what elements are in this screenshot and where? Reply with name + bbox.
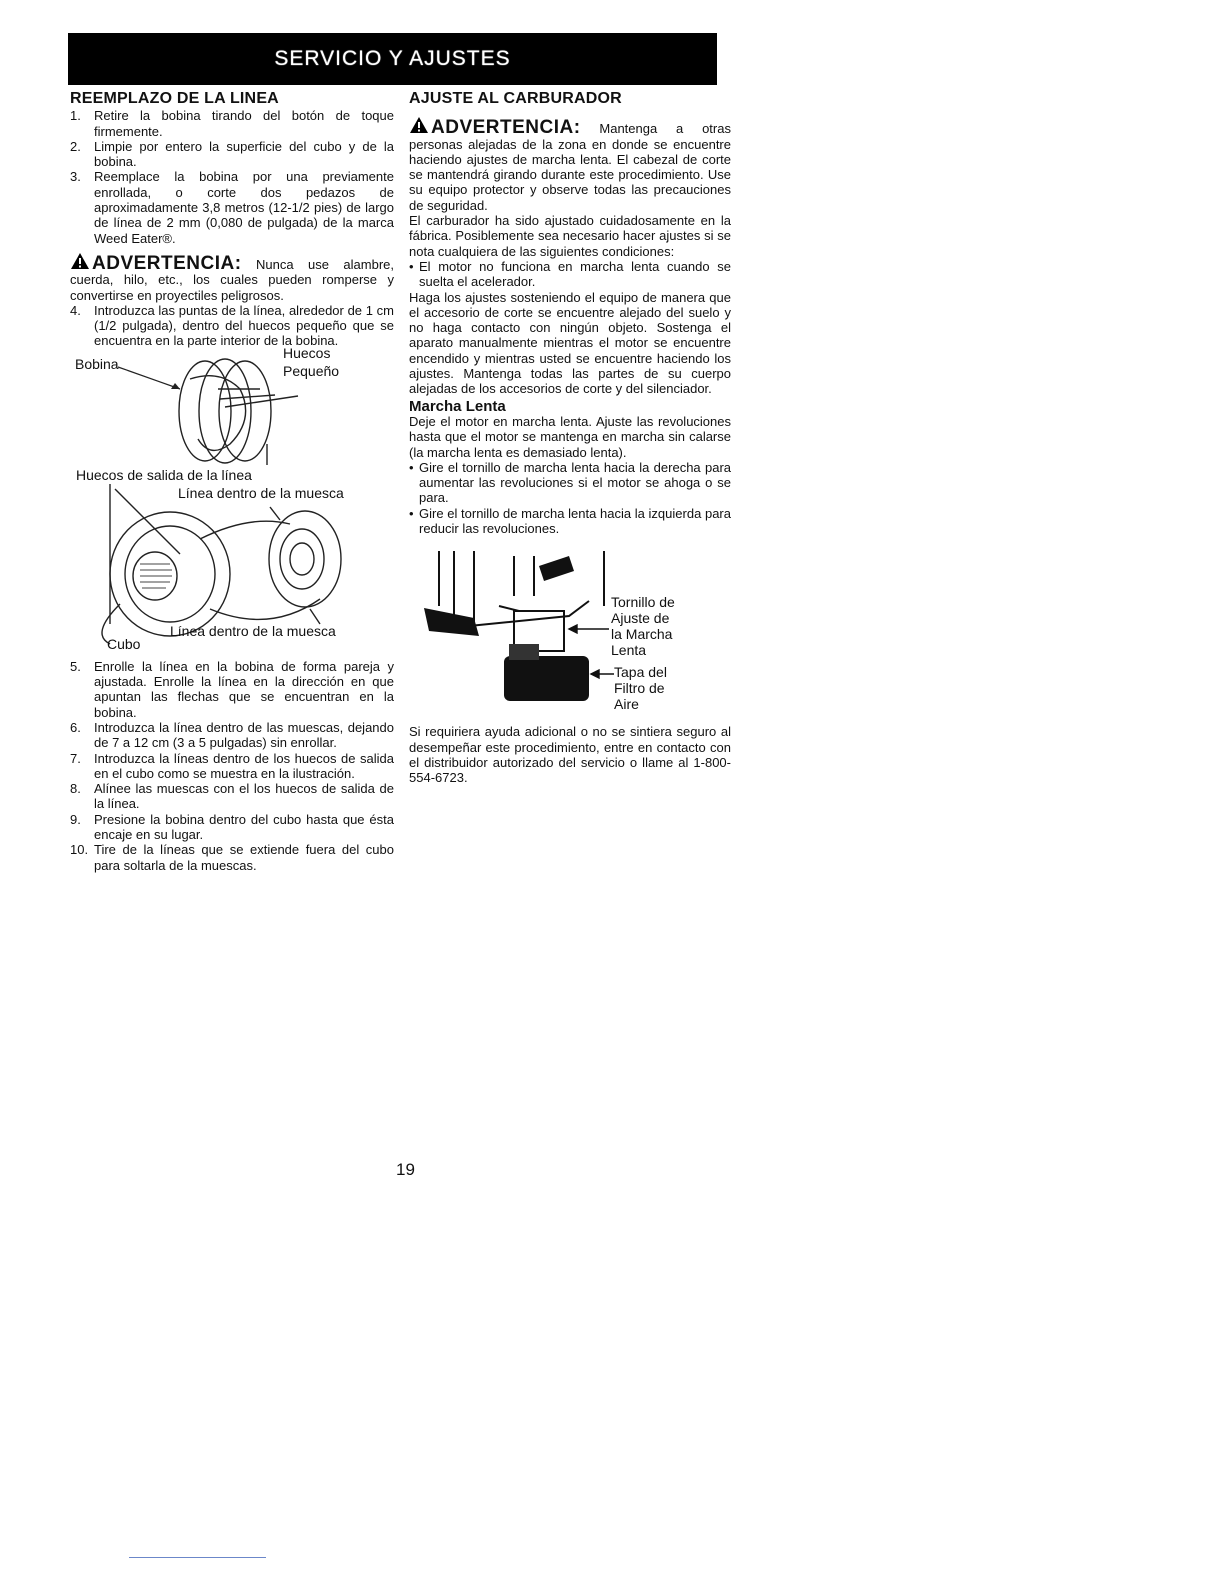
- carburetor-heading: AJUSTE AL CARBURADOR: [409, 90, 622, 107]
- label-bobina: Bobina: [75, 355, 119, 372]
- warning-text: Mantenga a otras personas alejadas de la zona en donde se encuentre haciendo ajustes de marcha lenta. El cabezal de corte se mantendrá girando durante este procedimiento. Use su equipo protector y observe todas las precauciones de seguridad.: [409, 121, 731, 213]
- paragraph: Deje el motor en marcha lenta. Ajuste las revoluciones hasta que el motor se mantenga en marcha sin calarse (la marcha lenta es demasiado lenta).: [409, 413, 731, 460]
- label-line-in-notch-bottom: Línea dentro de la muesca: [170, 622, 336, 639]
- list-item: 3. Reemplace la bobina por una previamente enrollada, o corte dos pedazos de aproximadamente 3,8 metros (12-1/2 pies) de largo de línea de 2 mm (0,080 de pulgada) de la marca Weed Eater®.: [70, 169, 394, 246]
- list-item: 7. Introduzca la líneas dentro de los huecos de salida en el cubo como se muestra en la ilustración.: [70, 750, 394, 781]
- warning-label: ADVERTENCIA:: [431, 117, 581, 139]
- label-idle-screw: Tornillo de Ajuste de la Marcha Lenta: [611, 594, 675, 659]
- list-item: 5. Enrolle la línea en la bobina de forma pareja y ajustada. Enrolle la línea en la dirección en que apuntan las flechas que se encuentran en la bobina.: [70, 658, 394, 720]
- warning-block: [409, 116, 731, 213]
- idle-instructions-list: [409, 460, 731, 536]
- footer-divider: [129, 1557, 266, 1558]
- label-exit-holes: Huecos de salida de la línea: [76, 466, 252, 483]
- list-item: 9. Presione la bobina dentro del cubo hasta que ésta encaje en su lugar.: [70, 811, 394, 843]
- conditions-list: [409, 259, 731, 290]
- carburetor-figure: [409, 544, 731, 724]
- paragraph: Si requiriera ayuda adicional o no se sintiera seguro al desempeñar este procedimiento, entre en contacto con el distribuidor autorizado del servicio o llame al 1-800-554-6723.: [409, 724, 731, 786]
- right-column: [409, 91, 731, 786]
- warning-icon: [70, 252, 90, 270]
- list-item: • Gire el tornillo de marcha lenta hacia la derecha para aumentar las revoluciones si el motor se ahoga o se para.: [409, 460, 731, 506]
- label-line-in-notch-top: Línea dentro de la muesca: [178, 484, 344, 501]
- steps-list-b: [70, 303, 394, 349]
- list-item: 8. Alínee las muescas con el los huecos de salida de la línea.: [70, 781, 394, 812]
- idle-subheading: Marcha Lenta: [409, 397, 506, 415]
- label-huecos: Huecos: [283, 344, 331, 361]
- carburetor-illustration: [419, 546, 619, 711]
- warning-label: ADVERTENCIA:: [92, 252, 242, 274]
- list-item: 6. Introduzca la línea dentro de las muescas, dejando de 7 a 12 cm (3 a 5 pulgadas) sin enrollar.: [70, 719, 394, 751]
- list-item: 4. Introduzca las puntas de la línea, alrededor de 1 cm (1/2 pulgada), dentro del huecos pequeño que se encuentra en la parte interior de la bobina.: [70, 302, 394, 349]
- section-banner: [68, 33, 717, 85]
- page-number: 19: [396, 1160, 415, 1179]
- left-column: [70, 91, 394, 873]
- list-item: 10. Tire de la líneas que se extiende fuera del cubo para soltarla de la muescas.: [70, 842, 394, 873]
- label-pequeno: Pequeño: [283, 362, 340, 379]
- steps-list-c: [70, 659, 394, 873]
- steps-list-a: [70, 108, 394, 246]
- warning-icon: [409, 116, 429, 134]
- label-cubo: Cubo: [107, 635, 141, 652]
- list-item: • El motor no funciona en marcha lenta cuando se suelta el acelerador.: [409, 259, 731, 290]
- hub-figure: [70, 484, 394, 659]
- list-item: 2. Limpie por entero la superficie del cubo y de la bobina.: [70, 138, 394, 170]
- list-item: 1. Retire la bobina tirando del botón de toque firmemente.: [70, 108, 394, 139]
- paragraph: Haga los ajustes sosteniendo el equipo de manera que el accesorio de corte se encuentre alejado del suelo y no haga contacto con ningún objeto. Sostenga el aparato manualmente mientras el motor se encuentre encendido y mientras usted se encuentre haciendo los ajustes. Mantenga todas las partes de su cuerpo alejadas de los accesorios de corte y del silenciador.: [409, 289, 731, 397]
- warning-text: Nunca use alambre, cuerda, hilo, etc., los cuales pueden romperse y convertirse en proyectiles peligrosos.: [70, 256, 394, 303]
- paragraph: El carburador ha sido ajustado cuidadosamente en la fábrica. Posiblemente sea necesario hacer ajustes si se nota cualquiera de las siguientes condiciones:: [409, 213, 731, 259]
- warning-block: [70, 252, 394, 303]
- section-title: SERVICIO Y AJUSTES: [274, 47, 511, 70]
- line-replacement-heading: REEMPLAZO DE LA LINEA: [70, 90, 279, 107]
- label-air-filter-cover: Tapa del Filtro de Aire: [614, 664, 667, 713]
- list-item: • Gire el tornillo de marcha lenta hacia la izquierda para reducir las revoluciones.: [409, 506, 731, 537]
- spool-figure: [70, 344, 394, 484]
